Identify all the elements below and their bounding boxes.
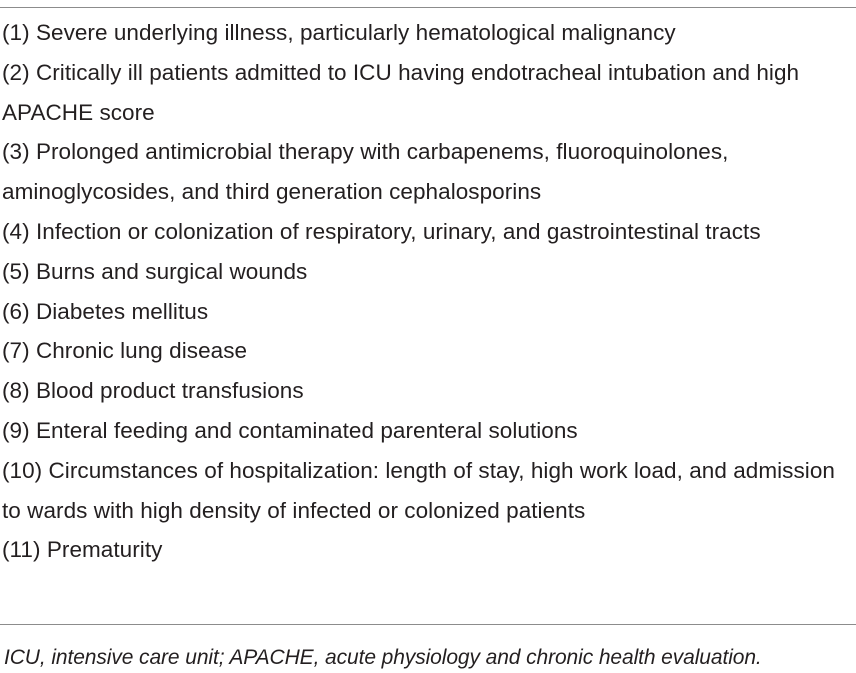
bottom-rule	[0, 624, 856, 625]
list-item: (6) Diabetes mellitus	[2, 298, 209, 324]
table-footnote: ICU, intensive care unit; APACHE, acute physiology and chronic health evaluation.	[4, 646, 762, 669]
list-item: (5) Burns and surgical wounds	[2, 258, 308, 284]
list-item: (1) Severe underlying illness, particularly hematological malignancy	[2, 20, 676, 45]
list-item: (10) Circumstances of hospitalization: length of stay, high work load, and admission to wards with high density of infected or colonized patients	[2, 457, 835, 523]
list-item: (9) Enteral feeding and contaminated parenteral solutions	[2, 417, 578, 443]
list-item: (2) Critically ill patients admitted to ICU having endotracheal intubation and high APACHE score	[2, 59, 800, 125]
list-item: (8) Blood product transfusions	[2, 378, 304, 404]
top-rule	[0, 7, 856, 8]
list-item: (3) Prolonged antimicrobial therapy with carbapenems, fluoroquinolones, aminoglycosides, and third generation cephalosporins	[2, 139, 729, 205]
list-item: (4) Infection or colonization of respiratory, urinary, and gastrointestinal tracts	[2, 218, 761, 244]
risk-factor-list	[2, 13, 854, 570]
list-item: (11) Prematurity	[2, 537, 163, 563]
list-item: (7) Chronic lung disease	[2, 338, 248, 364]
